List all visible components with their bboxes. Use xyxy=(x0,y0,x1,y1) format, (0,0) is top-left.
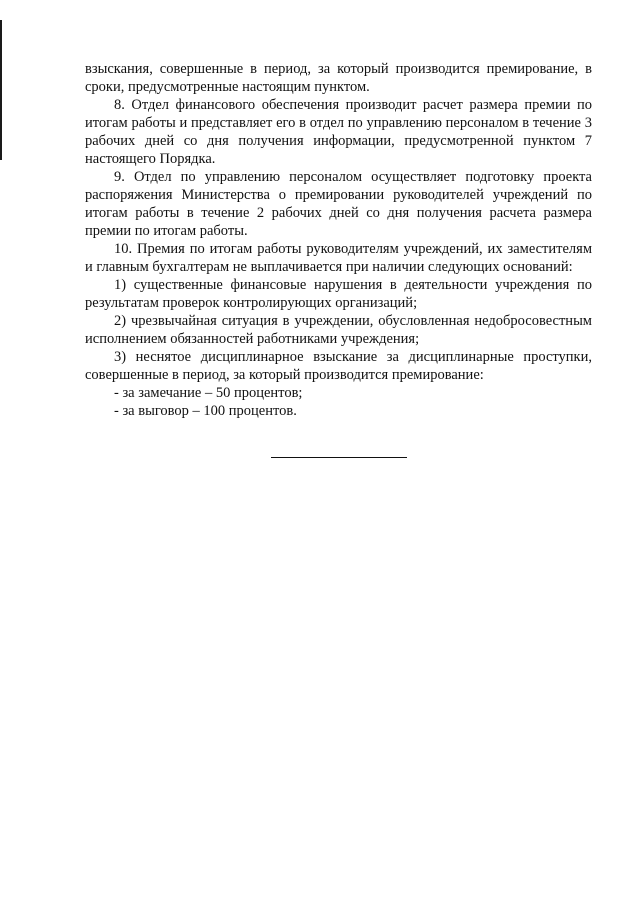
scan-edge-mark xyxy=(0,20,2,160)
paragraph-item-8: 8. Отдел финансового обеспечения производит расчет размера премии по итогам работы и представляет его в отдел по управлению персоналом в течение 3 рабочих дней со дня получения информации, предусмотренной пунктом 7 настоящего Порядка. xyxy=(85,97,592,167)
paragraph-continuation: взыскания, совершенные в период, за который производится премирование, в сроки, предусмотренные настоящим пунктом. xyxy=(85,61,592,95)
subitem-2: 2) чрезвычайная ситуация в учреждении, обусловленная недобросовестным исполнением обязанностей работниками учреждения; xyxy=(85,313,592,347)
end-separator-line xyxy=(271,457,407,458)
document-body xyxy=(85,60,592,420)
dash-item-severe-reprimand: - за выговор – 100 процентов. xyxy=(114,403,297,419)
subitem-1: 1) существенные финансовые нарушения в деятельности учреждения по результатам проверок контролирующих организаций; xyxy=(85,277,592,311)
paragraph-item-9: 9. Отдел по управлению персоналом осуществляет подготовку проекта распоряжения Министерства о премировании руководителей учреждений по итогам работы в течение 2 рабочих дней со дня получения расчета размера премии по итогам работы. xyxy=(85,169,592,239)
dash-item-reprimand: - за замечание – 50 процентов; xyxy=(114,385,303,401)
subitem-3: 3) неснятое дисциплинарное взыскание за дисциплинарные проступки, совершенные в период, за который производится премирование: xyxy=(85,349,592,383)
paragraph-item-10: 10. Премия по итогам работы руководителям учреждений, их заместителям и главным бухгалтерам не выплачивается при наличии следующих оснований: xyxy=(85,241,592,275)
